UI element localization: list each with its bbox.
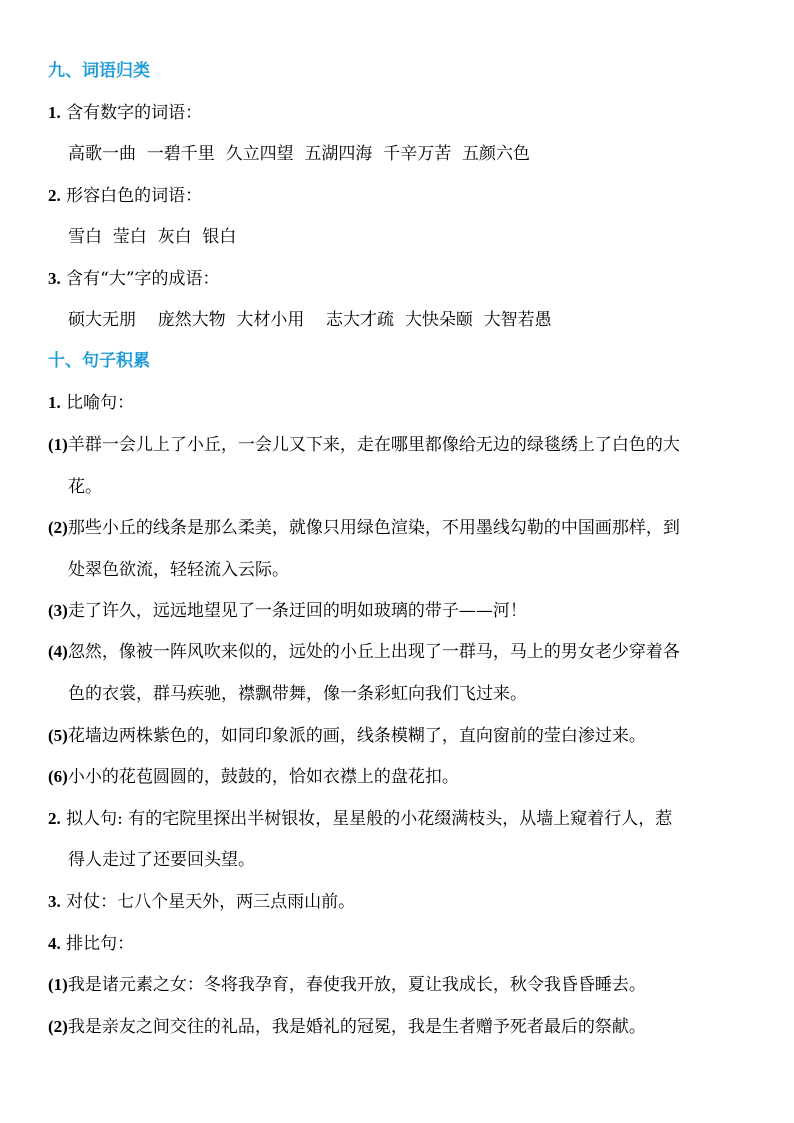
metaphor-sentence-5 <box>0 725 794 747</box>
sentence-text: 花墙边两株紫色的，如同印象派的画，线条模糊了，直向窗前的莹白渗过来。 <box>67 726 646 746</box>
item-10-3 <box>0 891 794 913</box>
item-label: 比喻句： <box>66 393 135 413</box>
parallel-sentence-2 <box>0 1016 794 1038</box>
sentence-index: (4) <box>48 642 68 661</box>
metaphor-sentence-1-cont: 花。 <box>68 477 102 497</box>
metaphor-sentence-4-cont: 色的衣裳，群马疾驰，襟飘带舞，像一条彩虹向我们飞过来。 <box>68 684 527 704</box>
sentence-text: 忽然，像被一阵风吹来似的，远处的小丘上出现了一群马，马上的男女老少穿着各 <box>67 642 680 662</box>
sentence-index: (5) <box>48 726 68 745</box>
sentence-index: (2) <box>48 1017 68 1036</box>
sentence-text: 那些小丘的线条是那么柔美，就像只用绿色渲染，不用墨线勾勒的中国画那样，到 <box>67 518 680 538</box>
parallel-sentence-1 <box>0 974 794 996</box>
item-number: 1. <box>48 103 61 122</box>
sentence-index: (2) <box>48 518 68 537</box>
personification-text: 拟人句: 有的宅院里探出半树银妆，星星般的小花缀满枝头，从墙上窥着行人，惹 <box>66 809 673 829</box>
metaphor-sentence-2 <box>0 517 794 539</box>
section-heading-9: 九、词语归类 <box>48 61 150 81</box>
sentence-index: (1) <box>48 975 68 994</box>
antithesis-text: 对仗：七八个星天外，两三点雨山前。 <box>66 892 356 912</box>
item-9-1 <box>0 102 794 124</box>
word-list-numbers: 高歌一曲 一碧千里 久立四望 五湖四海 千辛万苦 五颜六色 <box>68 144 531 164</box>
item-10-1 <box>0 392 794 414</box>
sentence-index: (1) <box>48 435 68 454</box>
item-number: 2. <box>48 186 61 205</box>
sentence-text: 走了许久，远远地望见了一条迂回的明如玻璃的带子——河！ <box>67 601 527 621</box>
section-heading-10: 十、句子积累 <box>48 351 150 371</box>
word-list-white: 雪白 莹白 灰白 银白 <box>68 227 237 247</box>
item-label: 含有数字的词语： <box>66 103 203 123</box>
metaphor-sentence-2-cont: 处翠色欲流，轻轻流入云际。 <box>68 560 289 580</box>
sentence-text: 我是诸元素之女：冬将我孕育，春使我开放，夏让我成长，秋令我昏昏睡去。 <box>67 975 646 995</box>
metaphor-sentence-1 <box>0 434 794 456</box>
item-10-4 <box>0 933 794 955</box>
sentence-text: 我是亲友之间交往的礼品，我是婚礼的冠冕，我是生者赠予死者最后的祭献。 <box>67 1017 646 1037</box>
sentence-index: (3) <box>48 601 68 620</box>
metaphor-sentence-4 <box>0 641 794 663</box>
item-number: 3. <box>48 892 61 911</box>
item-number: 2. <box>48 809 61 828</box>
metaphor-sentence-3 <box>0 600 794 622</box>
item-9-3 <box>0 268 794 290</box>
item-label: 形容白色的词语： <box>66 186 203 206</box>
item-number: 4. <box>48 934 61 953</box>
item-label: 含有“大”字的成语： <box>66 269 220 289</box>
sentence-text: 小小的花苞圆圆的，鼓鼓的，恰如衣襟上的盘花扣。 <box>67 767 459 787</box>
item-10-2 <box>0 808 794 830</box>
metaphor-sentence-6 <box>0 766 794 788</box>
sentence-index: (6) <box>48 767 68 786</box>
word-list-da: 硕大无朋 庞然大物 大材小用 志大才疏 大快朵颐 大智若愚 <box>68 310 552 330</box>
item-label: 排比句： <box>66 934 135 954</box>
item-9-2 <box>0 185 794 207</box>
item-number: 3. <box>48 269 61 288</box>
personification-text-cont: 得人走过了还要回头望。 <box>68 850 255 870</box>
item-number: 1. <box>48 393 61 412</box>
sentence-text: 羊群一会儿上了小丘，一会儿又下来，走在哪里都像给无边的绿毯绣上了白色的大 <box>67 435 680 455</box>
